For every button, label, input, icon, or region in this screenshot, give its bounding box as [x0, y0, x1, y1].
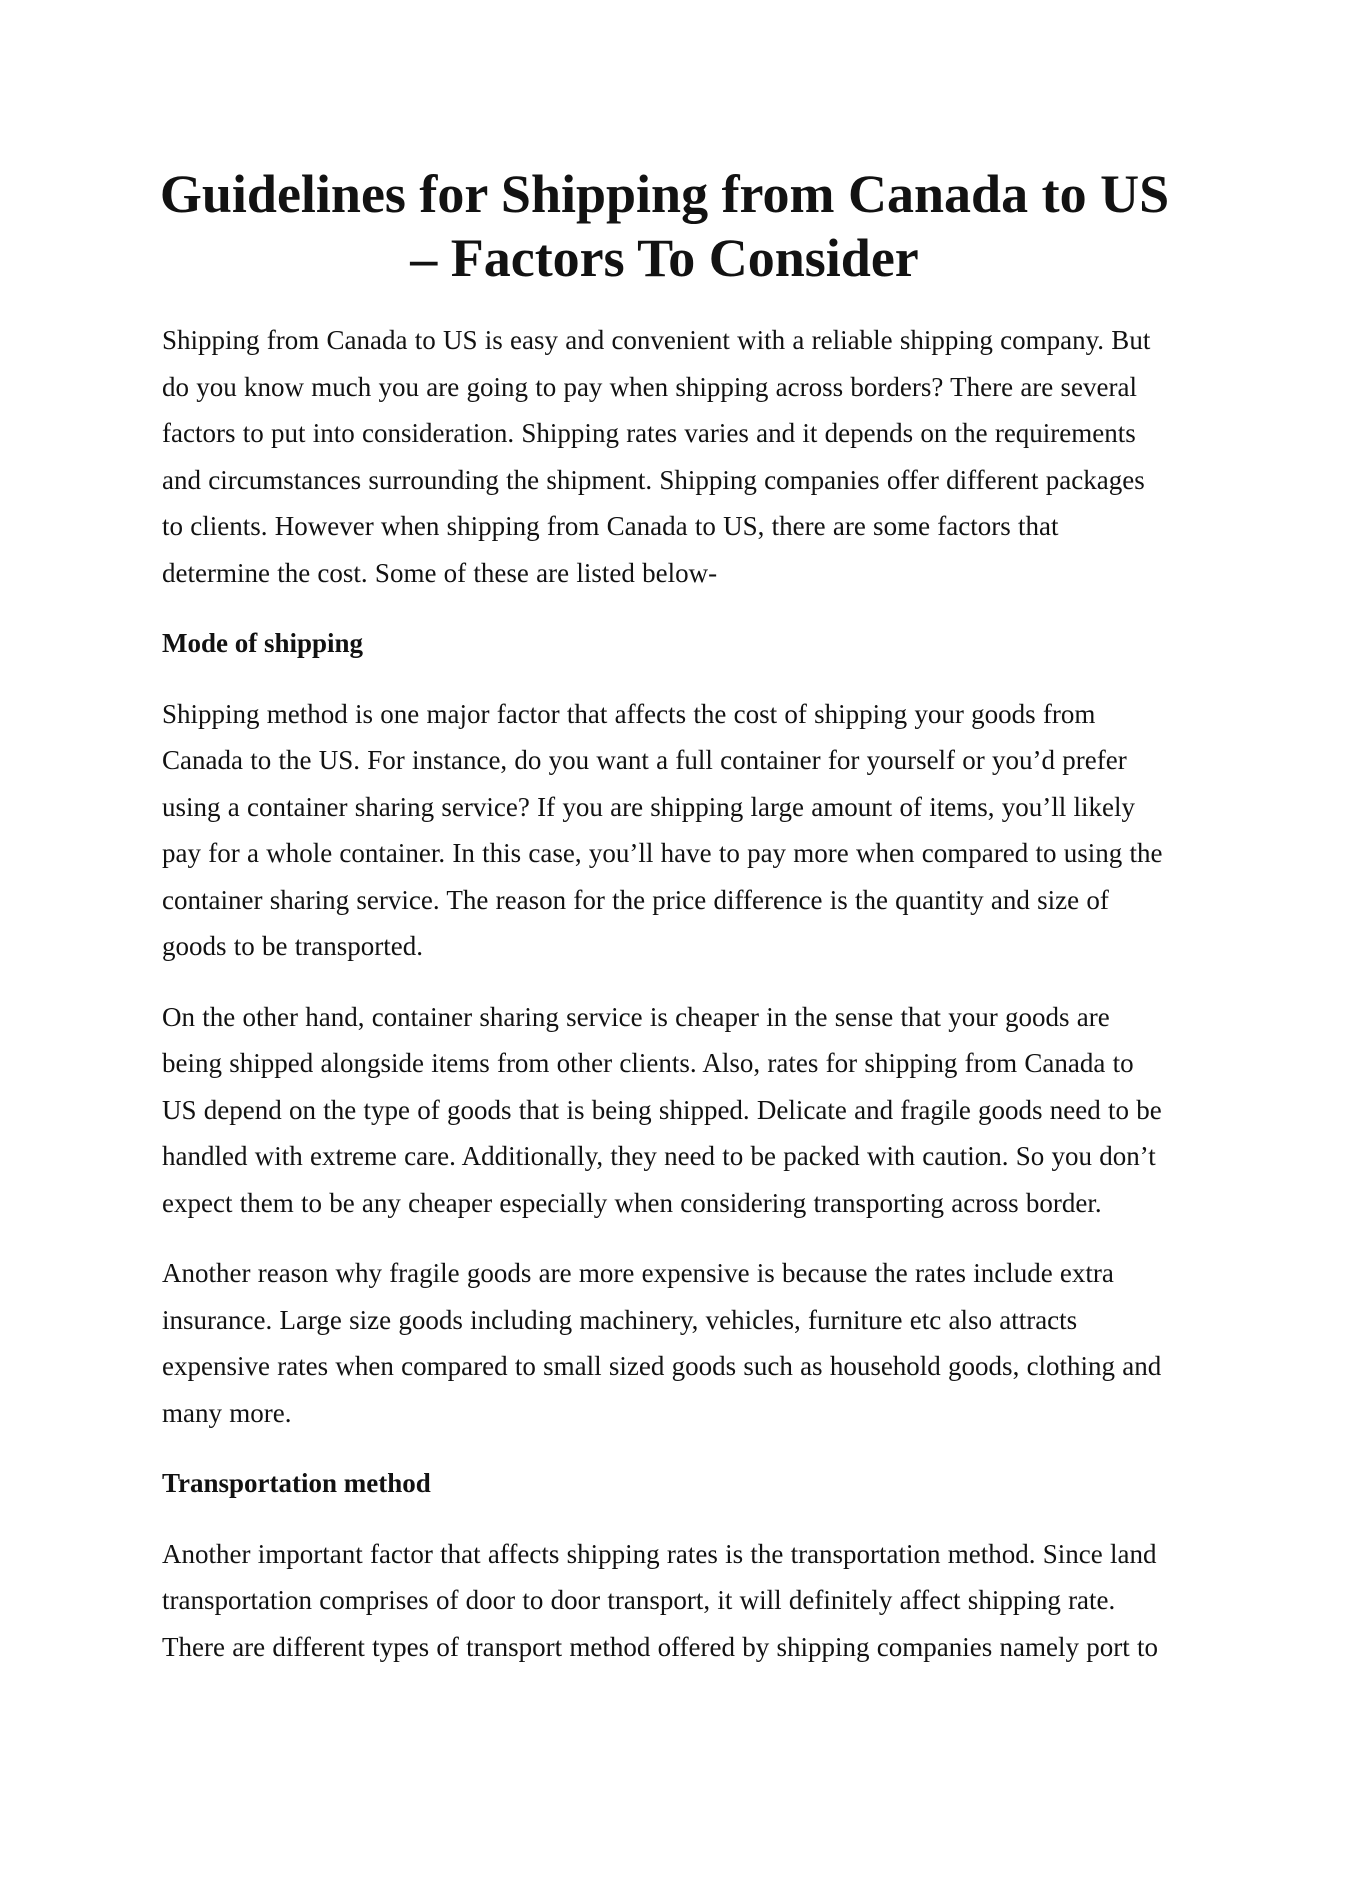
- paragraph-shipping-method: Shipping method is one major factor that affects the cost of shipping your goods from Canada to the US. For instance, do you want a full container for yourself or you’d prefer using a container sharing service? If you are shipping large amount of items, you’ll likely pay for a whole container. In this case, you’ll have to pay more when compared to using the container sharing service. The reason for the price difference is the quantity and size of goods to be transported.: [162, 698, 1163, 961]
- paragraph-transportation: Another important factor that affects shipping rates is the transportation method. Since land transportation comprises of door to door transport, it will definitely affect shipping rate. There are different types of transport method offered by shipping companies namely port to: [162, 1538, 1158, 1662]
- section-heading-mode-of-shipping: Mode of shipping: [162, 628, 364, 658]
- paragraph-container-sharing: On the other hand, container sharing service is cheaper in the sense that your goods are being shipped alongside items from other clients. Also, rates for shipping from Canada to US depend on the type of goods that is being shipped. Delicate and fragile goods need to be handled with extreme care. Additionally, they need to be packed with caution. So you don’t expect them to be any cheaper especially when considering transporting across border.: [162, 1001, 1162, 1218]
- paragraph-intro: Shipping from Canada to US is easy and convenient with a reliable shipping company. But do you know much you are going to pay when shipping across borders? There are several factors to put into consideration. Shipping rates varies and it depends on the requirements and circumstances surrounding the shipment. Shipping companies offer different packages to clients. However when shipping from Canada to US, there are some factors that determine the cost. Some of these are listed below-: [162, 325, 1151, 588]
- section-heading-transportation-method: Transportation method: [162, 1468, 431, 1498]
- document-title-line-1: Guidelines for Shipping from Canada to US: [159, 164, 1170, 224]
- paragraph-fragile-goods: Another reason why fragile goods are more expensive is because the rates include extra insurance. Large size goods including machinery, vehicles, furniture etc also attracts expensive rates when compared to small sized goods such as household goods, clothing and many more.: [162, 1258, 1162, 1428]
- document-title: [148, 162, 1181, 290]
- document-title-line-2: – Factors To Consider: [410, 228, 919, 288]
